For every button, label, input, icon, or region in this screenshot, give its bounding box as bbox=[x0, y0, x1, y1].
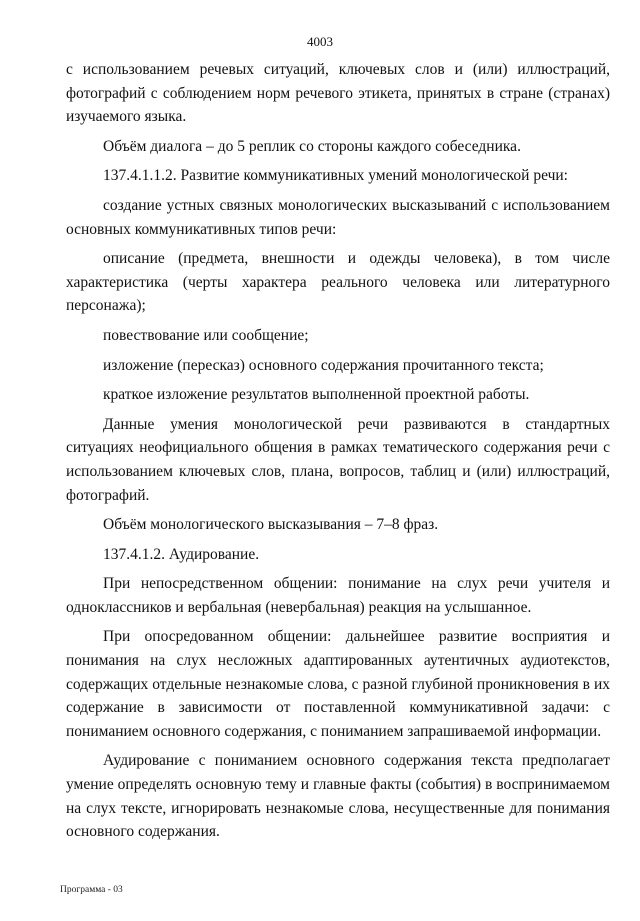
paragraph-mediated-communication: При опосредованном общении: дальнейшее развитие восприятия и понимания на слух несложных адаптированных аутентичных аудиотекстов, содержащих отдельные незнакомые слова, с разной глубиной проникновения в их содержание в зависимости от поставленной коммуникативной задачи: с пониманием основного содержания, с пониманием запрашиваемой информации. bbox=[66, 628, 610, 740]
paragraph-dialogue-volume: Объём диалога – до 5 реплик со стороны каждого собеседника. bbox=[103, 137, 521, 155]
paragraph-monologue-volume: Объём монологического высказывания – 7–8 фраз. bbox=[103, 516, 439, 534]
document-body bbox=[66, 58, 610, 850]
list-item-narration: повествование или сообщение; bbox=[103, 326, 309, 344]
paragraph-monologue-creation: создание устных связных монологических высказываний с использованием основных коммуникативных типов речи: bbox=[66, 196, 610, 238]
section-heading-monologue: 137.4.1.1.2. Развитие коммуникативных умений монологической речи: bbox=[103, 167, 568, 185]
list-item-description: описание (предмета, внешности и одежды человека), в том числе характеристика (черты характера реального человека или литературного персонажа); bbox=[66, 250, 610, 315]
paragraph-listening-main-content: Аудирование с пониманием основного содержания текста предполагает умение определять основную тему и главные факты (события) в воспринимаемом на слух тексте, игнорировать незнакомые слова, несущественные для понимания основного содержания. bbox=[66, 752, 610, 841]
paragraph-direct-communication: При непосредственном общении: понимание на слух речи учителя и одноклассников и вербальная (невербальная) реакция на услышанное. bbox=[66, 575, 610, 616]
paragraph-dialogue-conditions: с использованием речевых ситуаций, ключевых слов и (или) иллюстраций, фотографий с соблюдением норм речевого этикета, принятых в стране (странах) изучаемого языка. bbox=[66, 61, 610, 126]
page-footer: Программа - 03 bbox=[60, 885, 123, 895]
paragraph-monologue-situations: Данные умения монологической речи развиваются в стандартных ситуациях неофициального общения в рамках тематического содержания речи с использованием ключевых слов, плана, вопросов, таблиц и (или) иллюстраций, фотографий. bbox=[66, 415, 610, 504]
section-heading-listening: 137.4.1.2. Аудирование. bbox=[103, 545, 260, 563]
page-number: 4003 bbox=[307, 34, 333, 49]
list-item-project-summary: краткое изложение результатов выполненной проектной работы. bbox=[103, 386, 530, 404]
list-item-retelling: изложение (пересказ) основного содержания прочитанного текста; bbox=[103, 356, 544, 374]
